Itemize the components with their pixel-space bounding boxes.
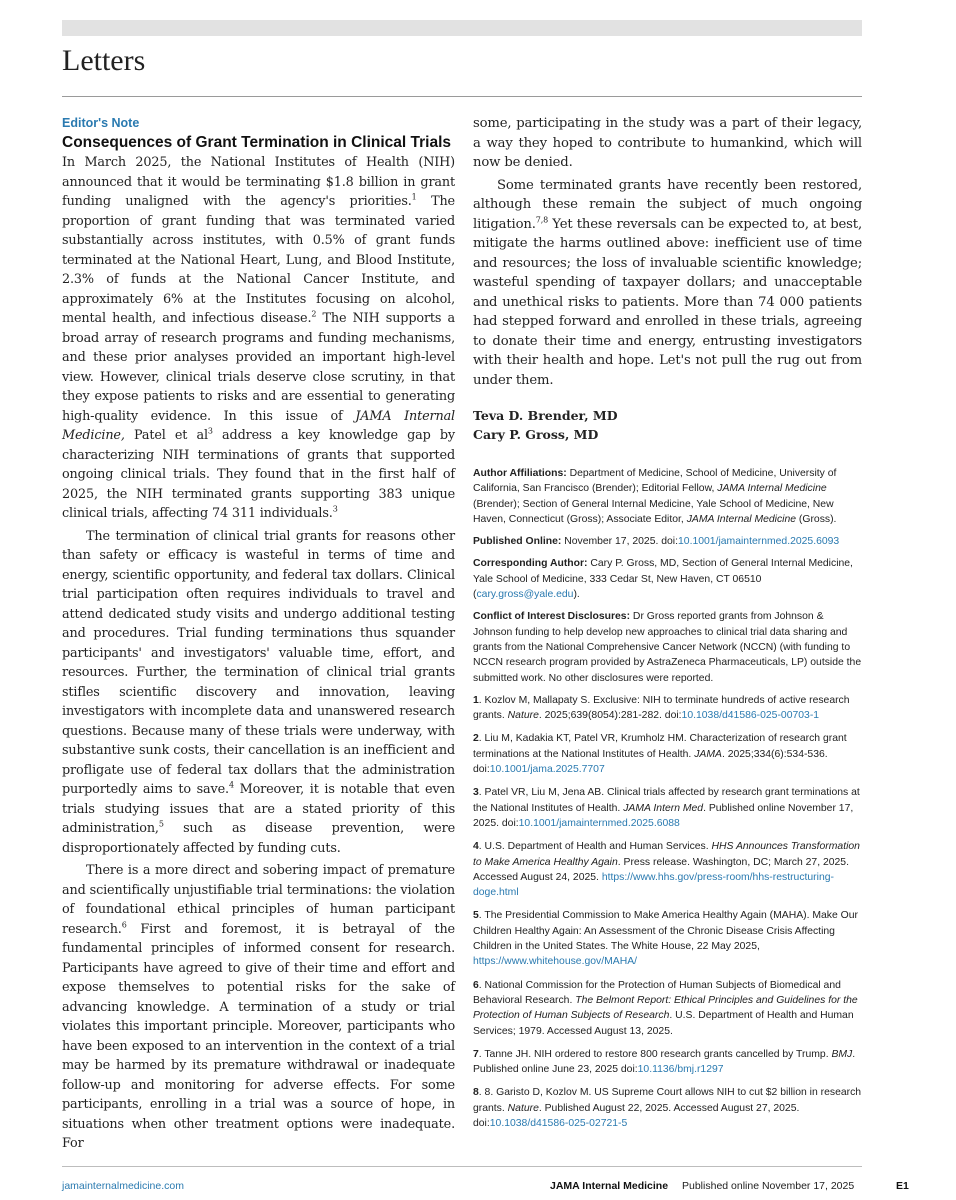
email-link[interactable]: cary.gross@yale.edu [476,589,574,601]
journal-name: JAMA Internal Medicine [550,1180,669,1192]
editors-note-label: Editor's Note [62,116,140,130]
reference-link[interactable]: 10.1001/jamainternmed.2025.6088 [518,817,680,829]
reference-item: 6. National Commission for the Protection of Human Subjects of Biomedical and Behavioral Research. The Belmont Report: Ethical Principles and Guidelines for the Protection of Human Subjects of Research. U.S. Department of Health and Human Services; 1979. Accessed August 13, 2025. [473,979,858,1037]
header-rule [62,96,862,97]
citation: 4 [228,780,234,790]
article-body-right [473,114,862,390]
header-bar [62,20,862,36]
paragraph-1: In March 2025, the National Institutes of Health (NIH) announced that it would be terminating $1.8 billion in grant funding unaligned with the agency's priorities.$^1$ The proportion of grant funding that was terminated varied substantially across institutes, with 0.5% of grant funds terminated at the National Heart, Lung, and Blood Institute, 2.3% of funds at the National Cancer Institute, and approximately 6% at the Institutes focusing on alcohol, mental health, and infectious disease.$^2$ The NIH supports a broad array of research programs and funding mechanisms, and these prior analyses provided an important high-level view. However, clinical trials deserve close scrutiny, in that they expose patients to risks and are essential to generating high-quality evidence. In this issue of JAMA Internal Medicine, Patel et $al^3$ address a key knowledge gap by characterizing NIH terminations of grants that supported ongoing clinical trials. They found that in the first half of 2025, the NIH terminated grants supporting 383 unique clinical trials, affecting 74 311 individuals.$^3$ [62,155,455,521]
reference-item: 3. Patel VR, Liu M, Jena AB. Clinical trials affected by research grant terminations at the National Institutes of Health. JAMA Intern Med. Published online November 17, 2025. doi:10.1001/jamainternmed.2025.6088 [473,787,860,829]
author-name: Teva D. Brender, MD [473,408,618,423]
page-number: E1 [896,1180,909,1192]
reference-item: 8. 8. Garisto D, Kozlov M. US Supreme Court allows NIH to cut $2 billion in research grants. Nature. Published August 22, 2025. Accessed August 27, 2025. doi:10.1038/d41586-025-02721-5 [473,1087,862,1129]
author-list [473,406,862,444]
citation: 3 [207,426,213,436]
corresponding-author: Corresponding Author: Cary P. Gross, MD, Section of General Internal Medicine, Yale School of Medicine, 333 Cedar St, New Haven, CT 06510 (cary.gross@yale.edu). [473,558,853,601]
author-name: Cary P. Gross, MD [473,427,599,442]
citation: 1 [411,192,417,202]
reference-item: 7. Tanne JH. NIH ordered to restore 800 research grants cancelled by Trump. BMJ. Published online June 23, 2025 doi:10.1136/bmj.r1297 [473,1048,856,1076]
citation: 5 [158,819,164,829]
doi-link[interactable]: 10.1001/jamainternmed.2025.6093 [678,536,840,548]
reference-link[interactable]: 10.1136/bmj.r1297 [637,1064,724,1076]
author-affiliations: Author Affiliations: Department of Medicine, School of Medicine, University of California, San Francisco (Brender); Editorial Fellow, JAMA Internal Medicine (Brender); Section of General Internal Medicine, Yale School of Medicine, New Haven, Connecticut (Gross); Associate Editor, JAMA Internal Medicine (Gross). [473,468,837,525]
published-online: Published Online: November 17, 2025. doi:10.1001/jamainternmed.2025.6093 [473,536,840,548]
citation: 2 [311,309,317,319]
journal-url[interactable]: jamainternalmedicine.com [62,1180,184,1192]
article-body-left [62,153,455,1154]
paragraph-2: The termination of clinical trial grants for reasons other than safety or efficacy is wasteful in terms of time and energy, scientific opportunity, and federal tax dollars. Clinical trial participation often requires individuals to travel and attend dedicated study visits and undergo additional testing and procedures. Trial funding terminations thus squander participants' and investigators' valuable time, effort, and resources. Further, the termination of clinical trial grants stifles scientific discovery and innovation, leaving investigators with incomplete data and unanswered research questions. Because many of these trials were underway, with substantive sunk costs, their cancellation is an inefficient and profligate use of federal tax dollars that the administration purportedly aims to save.$^4$ Moreover, it is notable that even trials studying issues that are a stated priority of this administration,$^5$ such as disease prevention, were disproportionately affected by funding cuts. [62,528,455,856]
reference-item: 4. U.S. Department of Health and Human Services. HHS Announces Transformation to Make America Healthy Again. Press release. Washington, DC; March 27, 2025. Accessed August 24, 2025. https://www.hhs.gov/press-room/hhs-restructuring-doge.html [473,841,860,899]
citation: 7,8 [535,215,549,225]
left-column [62,114,455,1154]
section-title: Letters [62,44,146,77]
reference-list [473,693,862,1131]
paragraph-4: some, participating in the study was a part of their legacy, a way they hoped to contribute to humankind, which will now be denied. [473,116,862,170]
reference-item: 1. Kozlov M, Mallapaty S. Exclusive: NIH to terminate hundreds of active research grants. Nature. 2025;639(8054):281-282. doi:10.1038/d41586-025-00703-1 [473,694,850,722]
article-metadata [473,466,862,1131]
footer-rule [62,1166,862,1167]
citation: 3 [332,504,338,514]
reference-link[interactable]: https://www.hhs.gov/press-room/hhs-restructuring-doge.html [473,871,834,899]
footer-publish-date: Published online November 17, 2025 [682,1180,855,1192]
reference-item: 2. Liu M, Kadakia KT, Patel VR, Krumholz HM. Characterization of research grant terminations at the National Institutes of Health. JAMA. 2025;334(6):534-536. doi:10.1001/jama.2025.7707 [473,733,847,776]
right-column [473,114,862,1139]
reference-link[interactable]: 10.1038/d41586-025-02721-5 [489,1117,628,1129]
paragraph-5: Some terminated grants have recently been restored, although these remain the subject of much ongoing litigation.$^{7,8}$ Yet these reversals can be expected to, at best, mitigate the harms outlined above: inefficient use of time and resources; the loss of invaluable scientific knowledge; wasteful spending of taxpayer dollars; and unacceptable and unethical risks to patients. More than 74 000 patients had stepped forward and enrolled in these trials, agreeing to donate their time and energy, entrusting investigators with their health and hope. Let's not pull the rug out from under them. [473,177,862,388]
reference-link[interactable]: 10.1038/d41586-025-00703-1 [681,710,820,722]
reference-item: 5. The Presidential Commission to Make America Healthy Again (MAHA). Make Our Children Healthy Again: An Assessment of the Chronic Disease Crisis Affecting Children in the United States. The White House, 22 May 2025, https://www.whitehouse.gov/MAHA/ [473,910,858,968]
reference-link[interactable]: https://www.whitehouse.gov/MAHA/ [473,956,638,968]
conflict-disclosures: Conflict of Interest Disclosures: Dr Gross reported grants from Johnson & Johnson funding to help develop new approaches to clinical trial data sharing and grants from the National Comprehensive Cancer Network (NCCN) (with funding to NCCN research program provided by AstraZeneca Pharmaceuticals, LP) outside the submitted work. No other disclosures were reported. [473,611,862,684]
reference-link[interactable]: 10.1001/jama.2025.7707 [489,764,605,776]
citation: 6 [121,920,127,930]
paragraph-3: There is a more direct and sobering impact of premature and scientifically unjustifiable trial terminations: the violation of foundational ethical principles of human participant research.$^6$ First and foremost, it is betrayal of the fundamental principles of informed consent for research. Participants have agreed to give of their time and effort and expose themselves to potential risks for the sake of advancing knowledge. A termination of a study or trial violates this important principle. Moreover, participants who have been exposed to an intervention in the context of a trial may be harmed by its premature withdrawal or inadequate follow-up and monitoring for adverse effects. For some participants, enrolling in a trial was a source of hope, in situations when other treatment options were inadequate. For [62,863,455,1151]
article-headline: Consequences of Grant Termination in Clinical Trials [62,134,452,151]
